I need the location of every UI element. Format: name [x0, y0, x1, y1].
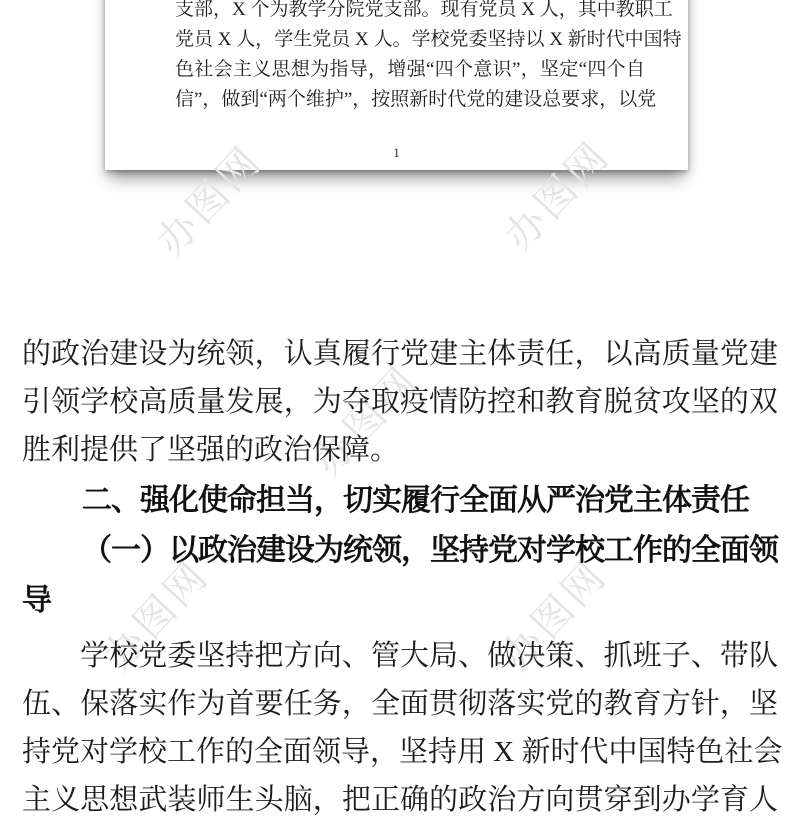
- document-line: 的政治建设为统领，认真履行党建主体责任，以高质量党建: [22, 338, 778, 370]
- document-line: 主义思想武装师生头脑，把正确的政治方向贯穿到办学育人: [22, 784, 778, 816]
- document-line: 胜利提供了坚强的政治保障。: [22, 434, 400, 466]
- watermark: 办图网: [148, 137, 271, 265]
- watermark: 办图网: [496, 132, 619, 260]
- subsection-heading: （一）以政治建设为统领，坚持党对学校工作的全面领: [82, 534, 778, 567]
- document-line: 党员 X 人，学生党员 X 人。学校党委坚持以 X 新时代中国特: [175, 29, 682, 50]
- page1-text-block: [105, 0, 688, 115]
- document-line: 引领学校高质量发展，为夺取疫情防控和教育脱贫攻坚的双: [22, 386, 778, 418]
- page-number: 1: [393, 145, 400, 160]
- document-line: 持党对学校工作的全面领导，坚持用 X 新时代中国特色社会: [22, 736, 783, 768]
- document-line: 学校党委坚持把方向、管大局、做决策、抓班子、带队: [80, 640, 778, 672]
- section-heading: 二、强化使命担当，切实履行全面从严治党主体责任: [82, 484, 749, 517]
- document-line: 信”，做到“两个维护”，按照新时代党的建设总要求，以党: [175, 89, 657, 110]
- watermark: 办图网: [305, 357, 428, 485]
- watermark: 办图网: [493, 552, 616, 680]
- document-line: 色社会主义思想为指导，增强“四个意识”，坚定“四个自: [175, 59, 645, 80]
- watermark: 办图网: [95, 552, 218, 680]
- subsection-heading-wrap: 导: [22, 584, 51, 617]
- page-preview-card: [105, 0, 688, 170]
- document-line: 支部，X 个为教学分院党支部。现有党员 X 人，其中教职工: [175, 0, 673, 20]
- document-line: 伍、保落实作为首要任务，全面贯彻落实党的教育方针，坚: [22, 688, 778, 720]
- page2-text-block: [22, 330, 783, 824]
